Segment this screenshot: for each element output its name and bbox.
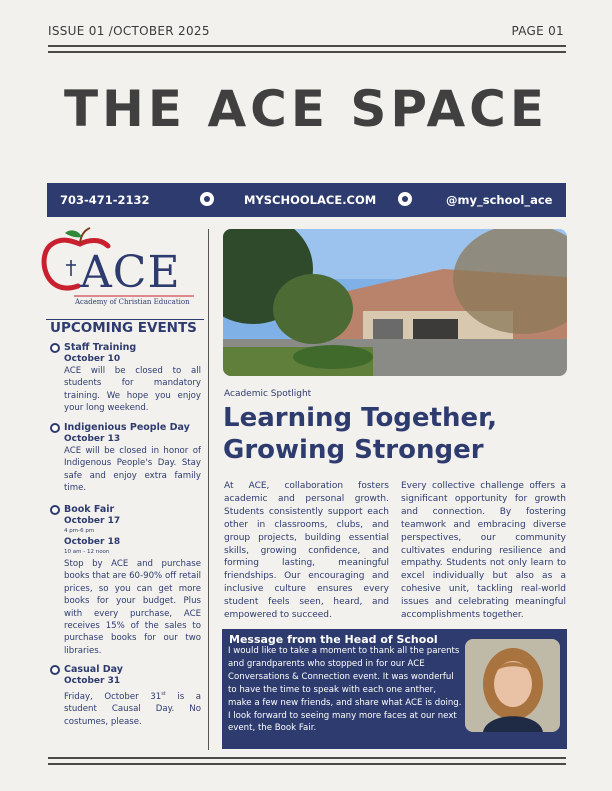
phone-number: 703-471-2132 xyxy=(60,193,150,207)
event-date: October 17 xyxy=(64,516,121,526)
message-title: Message from the Head of School xyxy=(229,633,438,646)
event-bullet-icon xyxy=(50,343,60,353)
bullet-icon xyxy=(200,192,214,206)
school-building-photo xyxy=(223,229,567,376)
event-bullet-icon xyxy=(50,423,60,433)
head-of-school-message xyxy=(222,629,567,749)
head-of-school-portrait xyxy=(465,639,560,732)
message-text: I would like to take a moment to thank all the parents and grandparents who stopped in for our ACE Conversations & Connection event. It was wonderful to have the time to speak with each one anther, make a few new friends, and share what ACE is doing. I look forward to seeing many more faces at our next event, the Book Fair. xyxy=(228,646,462,734)
section-kicker: Academic Spotlight xyxy=(224,389,312,399)
page-number: PAGE 01 xyxy=(511,24,564,38)
event-time: 4 pm-6 pm xyxy=(64,528,95,534)
logo-subtitle: Academy of Christian Education xyxy=(75,298,190,306)
bullet-icon xyxy=(398,192,412,206)
logo-wordmark: ACE xyxy=(80,247,181,298)
event-time: 10 am - 12 noon xyxy=(64,549,110,555)
event-text: Friday, October 31st is a student Causal Day. No costumes, please. xyxy=(64,691,201,727)
event-date: October 13 xyxy=(64,434,121,444)
event-title: Indigenious People Day xyxy=(64,422,190,433)
event-date: October 18 xyxy=(64,537,121,547)
masthead-title: THE ACE SPACE xyxy=(63,80,549,138)
top-rule-1 xyxy=(48,45,566,47)
issue-label: ISSUE 01 /OCTOBER 2025 xyxy=(48,24,210,38)
event-bullet-icon xyxy=(50,505,60,515)
article-headline: Learning Together, Growing Stronger xyxy=(223,403,498,465)
bottom-rule-2 xyxy=(48,763,566,765)
event-date: October 10 xyxy=(64,354,121,364)
top-rule-2 xyxy=(48,51,566,53)
social-handle[interactable]: @my_school_ace xyxy=(446,193,553,207)
contact-bar xyxy=(47,183,566,217)
event-bullet-icon xyxy=(50,665,60,675)
event-text: ACE will be closed to all students for mandatory training. We hope you enjoy your long weekend. xyxy=(64,366,201,414)
events-heading: UPCOMING EVENTS xyxy=(50,320,197,336)
article-column-1: At ACE, collaboration fosters academic and personal growth. Students consistently support each other in classrooms, clubs, and group projects, building essential skills, growing confidence, and forming lasting, meaningful friendships. Our encouraging and inclusive culture ensures every student feels seen, heard, and empowered to succeed. xyxy=(224,481,389,621)
event-title: Staff Training xyxy=(64,342,137,353)
event-title: Book Fair xyxy=(64,504,115,515)
event-date: October 31 xyxy=(64,676,121,686)
event-title: Casual Day xyxy=(64,664,123,675)
column-divider xyxy=(208,229,209,750)
website-link[interactable]: MYSCHOOLACE.COM xyxy=(244,193,377,207)
article-column-2: Every collective challenge offers a significant opportunity for growth and connection. By fostering teamwork and embracing diverse perspectives, our community cultivates enduring resilience and empathy. Students not only learn to excel individually but also as a cohesive unit, tackling real-world issues and celebrating meaningful accomplishments together. xyxy=(401,481,566,621)
event-text: Stop by ACE and purchase books that are 60-90% off retail prices, so you can get more books for your budget. Plus with every purchase, ACE receives 15% of the sales to purchase books for our two libraries. xyxy=(64,559,201,656)
event-text: ACE will be closed in honor of Indigenous People's Day. Stay safe and enjoy extra family time. xyxy=(64,446,201,494)
bottom-rule-1 xyxy=(48,757,566,759)
